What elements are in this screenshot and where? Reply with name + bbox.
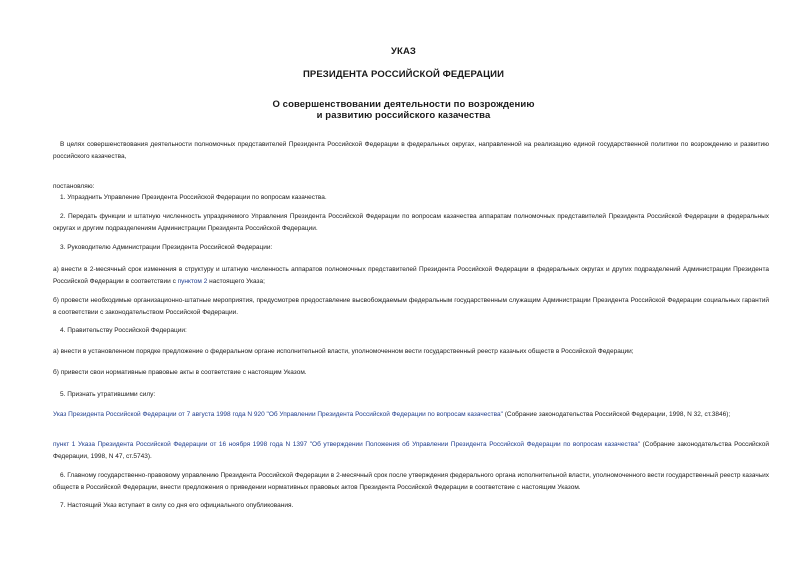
paragraph-3a-text: а) внести в 2-месячный срок изменения в структуру и штатную численность аппаратов полномочных представителей Президента Российской Федерации в федеральных округах и других подразделений Администрации Президента Российской Федерации в соответствии с <box>53 266 769 285</box>
decree-heading: УКАЗ <box>391 46 416 57</box>
subject-line-2: и развитию российского казачества <box>316 110 491 121</box>
repealed-item-1-source: (Собрание законодательства Российской Федерации, 1998, N 32, ст.3846); <box>502 411 731 418</box>
paragraph-3a <box>53 264 769 287</box>
subject-line-1: О совершенствовании деятельности по возрождению <box>272 99 535 110</box>
paragraph-2-link[interactable]: пунктом 2 <box>177 277 208 285</box>
paragraph-6: 6. Главному государственно-правовому управлению Президента Российской Федерации в 2-месячный срок после утверждения федерального органа исполнительной власти, уполномоченного вести государственный реестр казачьих обществ в Российской Федерации, внести предложения о приведении нормативных правовых актов Президента Российской Федерации в соответствие с настоящим Указом. <box>53 472 769 491</box>
paragraph-4: 4. Правительству Российской Федерации: <box>60 327 187 334</box>
issuer-heading: ПРЕЗИДЕНТА РОССИЙСКОЙ ФЕДЕРАЦИИ <box>302 69 505 80</box>
preamble: В целях совершенствования деятельности полномочных представителей Президента Российской Федерации в федеральных округах, направленной на реализацию единой государственной политики по возрождению и развитию российского казачества, <box>53 141 769 160</box>
decree-1397-link[interactable]: пункт 1 Указа Президента Российской Федерации от 16 ноября 1998 года N 1397 "Об утверждении Положения об Управлении Президента Российской Федерации по вопросам казачества" <box>53 441 641 448</box>
paragraph-3a-end: настоящего Указа; <box>207 277 265 285</box>
paragraph-3b: б) провести необходимые организационно-штатные мероприятия, предусмотрев предоставление высвобождаемым федеральным государственным служащим Администрации Президента Российской Федерации социальных гарантий в соответствии с законодательством Российской Федерации. <box>53 297 769 316</box>
decree-subject <box>0 99 807 121</box>
decree-920-link[interactable]: Указ Президента Российской Федерации от 7 августа 1998 года N 920 "Об Управлении Президента Российской Федерации по вопросам казачества" <box>53 411 503 418</box>
repealed-item-1 <box>53 409 769 421</box>
paragraph-1: 1. Упразднить Управление Президента Российской Федерации по вопросам казачества. <box>60 194 327 201</box>
paragraph-5: 5. Признать утратившими силу: <box>60 391 156 398</box>
paragraph-7: 7. Настоящий Указ вступает в силу со дня его официального опубликования. <box>60 502 294 509</box>
paragraph-4b: б) привести свои нормативные правовые акты в соответствие с настоящим Указом. <box>53 369 307 376</box>
decree-word: постановляю: <box>53 183 95 190</box>
paragraph-4a: а) внести в установленном порядке предложение о федеральном органе исполнительной власти, уполномоченном вести государственный реестр казачьих обществ в Российской Федерации; <box>53 348 634 355</box>
paragraph-3: 3. Руководителю Администрации Президента Российской Федерации: <box>60 244 273 251</box>
paragraph-2: 2. Передать функции и штатную численность упраздняемого Управления Президента Российской Федерации по вопросам казачества аппаратам полномочных представителей Президента Российской Федерации в федеральных округах и другим подразделениям Администрации Президента Российской Федерации. <box>53 213 769 232</box>
repealed-item-2-source: (Собрание законодательства Российской Федерации, 1998, N 47, ст.5743). <box>53 441 769 460</box>
repealed-item-2 <box>53 439 769 462</box>
